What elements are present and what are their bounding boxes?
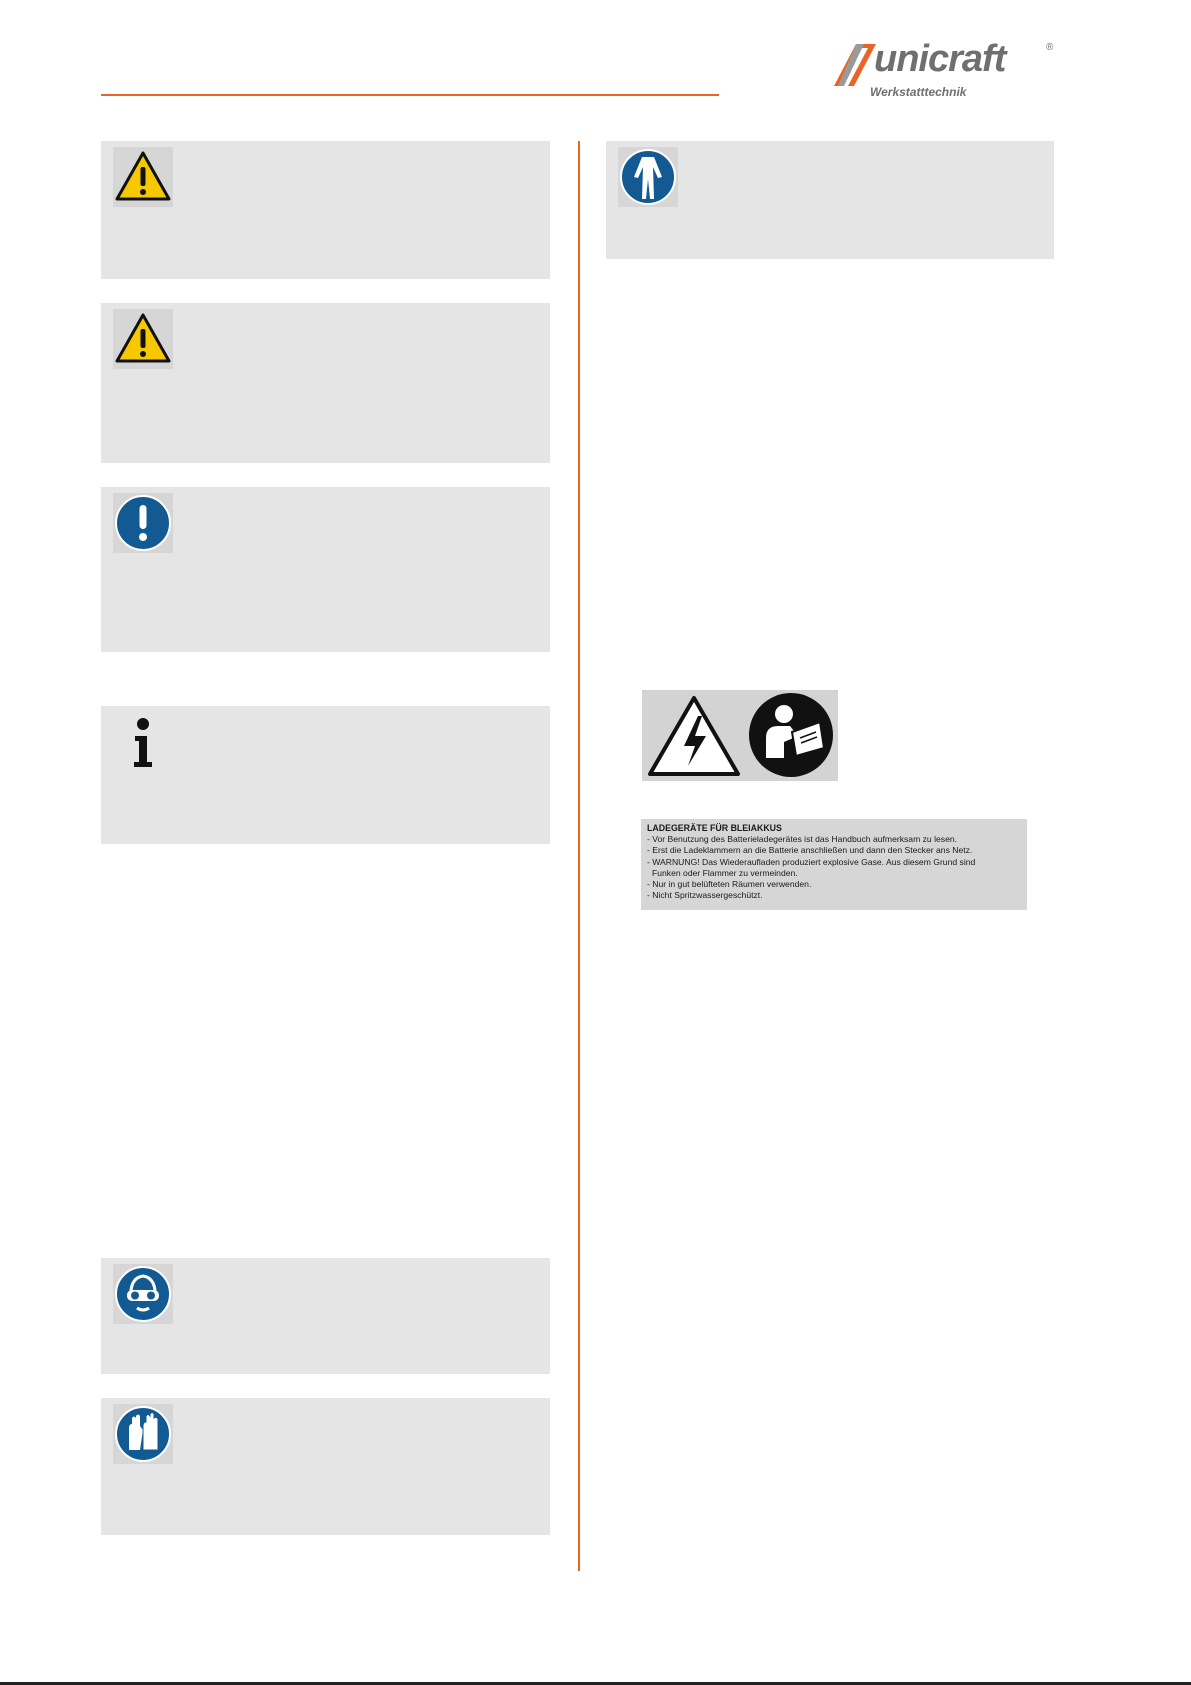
warning-box	[101, 141, 550, 279]
exclamation-mandatory-icon	[113, 493, 173, 553]
column-divider	[578, 141, 580, 1571]
label-title: LADEGERÄTE FÜR BLEIAKKUS	[647, 823, 782, 833]
label-line: - WARNUNG! Das Wiederaufladen produziert explosive Gase. Aus diesem Grund sind	[647, 856, 976, 867]
info-box	[101, 706, 550, 844]
high-voltage-icon	[646, 694, 742, 778]
header-rule	[101, 94, 719, 96]
protective-gloves-icon	[113, 1404, 173, 1464]
label-line: Funken oder Flammer zu vermeinden.	[652, 867, 798, 878]
warning-box	[101, 303, 550, 463]
label-line: - Nur in gut belüfteten Räumen verwenden.	[647, 879, 812, 890]
info-icon	[113, 712, 173, 772]
safety-goggles-icon	[113, 1264, 173, 1324]
brand-name: unicraft	[874, 38, 1006, 80]
safety-symbol-plate	[642, 690, 838, 781]
device-warning-label	[641, 819, 1027, 910]
label-line: - Erst die Ladeklammern an die Batterie anschließen und dann den Stecker ans Netz.	[647, 845, 973, 856]
gloves-box	[101, 1398, 550, 1535]
notice-box	[101, 487, 550, 652]
goggles-box	[101, 1258, 550, 1374]
warning-triangle-icon	[113, 147, 173, 207]
label-line: - Nicht Spritzwassergeschützt.	[647, 890, 763, 901]
brand-tagline: Werkstatttechnik	[870, 85, 967, 99]
warning-triangle-icon	[113, 309, 173, 369]
brand-logo	[834, 38, 1060, 104]
label-line: - Vor Benutzung des Batterieladegerätes ist das Handbuch aufmerksam zu lesen.	[647, 834, 958, 845]
protective-clothing-icon	[618, 147, 678, 207]
registered-mark: ®	[1046, 42, 1054, 53]
read-manual-icon	[748, 692, 834, 778]
clothing-box	[606, 141, 1054, 259]
